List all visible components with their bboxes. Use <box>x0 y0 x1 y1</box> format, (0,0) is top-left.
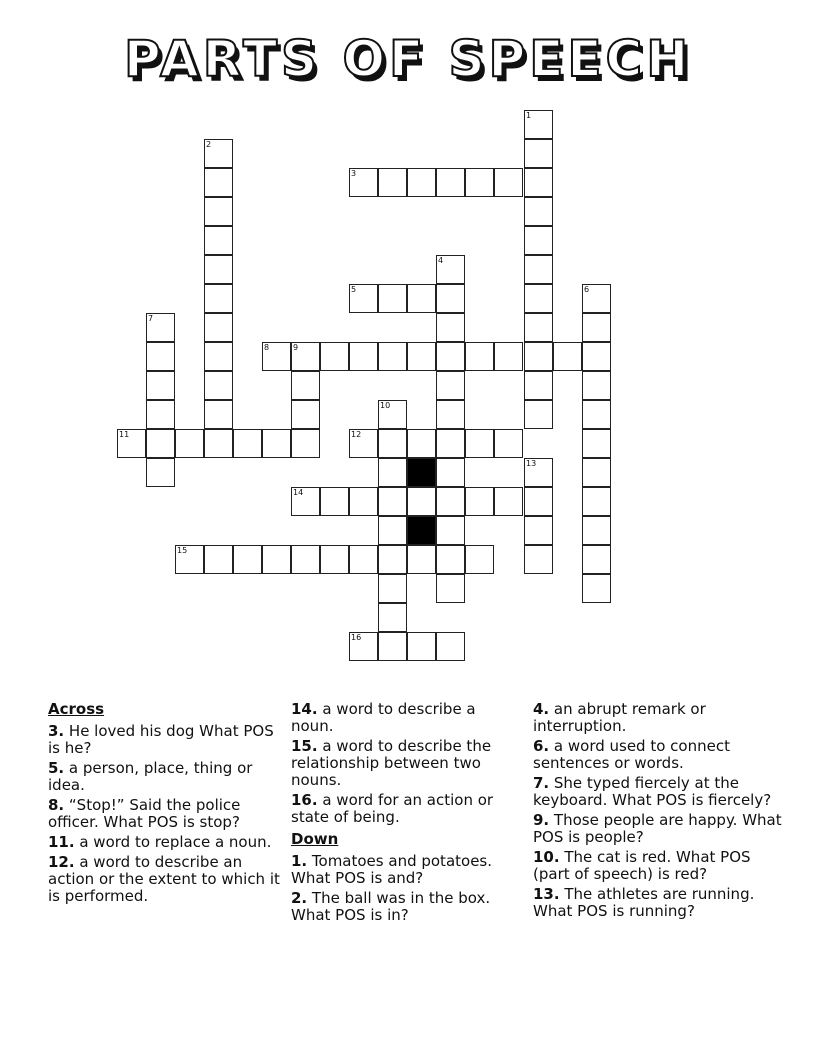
grid-cell[interactable] <box>436 371 465 400</box>
across-heading: Across <box>48 700 105 718</box>
clue-text: a word to replace a noun. <box>74 833 272 851</box>
clue-number: 6. <box>533 737 550 755</box>
down-clues-list-continued <box>533 701 783 920</box>
grid-cell[interactable] <box>146 458 175 487</box>
grid-cell[interactable] <box>524 516 553 545</box>
clue-text: a word to describe a noun. <box>291 700 476 735</box>
grid-cell[interactable] <box>582 342 611 371</box>
clue <box>291 890 521 924</box>
grid-cell[interactable] <box>407 632 436 661</box>
grid-cell[interactable] <box>436 342 465 371</box>
clue-text: Those people are happy. What POS is people? <box>533 811 782 846</box>
grid-cell[interactable] <box>378 342 407 371</box>
clue <box>533 886 783 920</box>
grid-cell[interactable] <box>320 487 349 516</box>
grid-cell[interactable] <box>524 487 553 516</box>
grid-cell[interactable] <box>378 168 407 197</box>
grid-cell[interactable] <box>494 487 523 516</box>
clue <box>48 723 284 757</box>
grid-cell[interactable] <box>524 342 553 371</box>
grid-cell[interactable] <box>407 429 436 458</box>
clue-text: an abrupt remark or interruption. <box>533 700 706 735</box>
clue-number: 14. <box>291 700 318 718</box>
down-heading: Down <box>291 830 339 848</box>
clue-text: She typed fiercely at the keyboard. What POS is fiercely? <box>533 774 772 809</box>
grid-cell[interactable] <box>436 545 465 574</box>
clue-number-label: 8 <box>264 343 270 352</box>
clues-section <box>0 701 816 1001</box>
grid-cell[interactable] <box>407 545 436 574</box>
clue <box>533 849 783 883</box>
grid-cell[interactable] <box>349 342 378 371</box>
clue-number-label: 14 <box>293 488 304 497</box>
grid-cell[interactable] <box>465 168 494 197</box>
clue-number: 4. <box>533 700 550 718</box>
grid-cell[interactable] <box>291 545 320 574</box>
clue-number-label: 13 <box>526 459 537 468</box>
grid-cell[interactable] <box>465 429 494 458</box>
grid-block <box>407 516 436 545</box>
clue-number-label: 12 <box>351 430 362 439</box>
grid-cell[interactable] <box>494 342 523 371</box>
grid-cell[interactable] <box>204 168 233 197</box>
clue-number-label: 11 <box>119 430 130 439</box>
clues-column-3 <box>533 701 783 923</box>
grid-cell[interactable] <box>407 342 436 371</box>
grid-cell[interactable] <box>146 400 175 429</box>
grid-cell[interactable] <box>524 284 553 313</box>
grid-cell[interactable] <box>465 545 494 574</box>
grid-cell[interactable] <box>436 400 465 429</box>
clue-number: 5. <box>48 759 65 777</box>
clue-number: 16. <box>291 791 318 809</box>
clue-text: a word to describe an action or the extent to which it is performed. <box>48 853 280 905</box>
grid-cell[interactable] <box>582 516 611 545</box>
grid-cell[interactable] <box>436 429 465 458</box>
clue <box>48 834 284 851</box>
grid-cell[interactable] <box>146 429 175 458</box>
grid-cell[interactable] <box>378 545 407 574</box>
grid-cell[interactable] <box>204 226 233 255</box>
clue-number: 7. <box>533 774 550 792</box>
clue-text: The ball was in the box. What POS is in? <box>291 889 491 924</box>
clue-number-label: 7 <box>148 314 154 323</box>
clue-number-label: 10 <box>380 401 391 410</box>
grid-cell[interactable] <box>582 429 611 458</box>
grid-cell[interactable] <box>204 284 233 313</box>
clue <box>291 792 521 826</box>
clues-column-1 <box>48 701 284 908</box>
grid-cell[interactable] <box>582 371 611 400</box>
grid-cell[interactable] <box>553 342 582 371</box>
grid-cell[interactable] <box>320 342 349 371</box>
clue-text: a word for an action or state of being. <box>291 791 494 826</box>
grid-cell[interactable] <box>378 284 407 313</box>
clue-number: 8. <box>48 796 65 814</box>
clue <box>291 853 521 887</box>
grid-cell[interactable] <box>233 429 262 458</box>
clue-number-label: 3 <box>351 169 357 178</box>
grid-cell[interactable] <box>291 400 320 429</box>
grid-cell[interactable] <box>378 574 407 603</box>
clue-number: 9. <box>533 811 550 829</box>
grid-cell[interactable] <box>524 371 553 400</box>
clue <box>533 738 783 772</box>
grid-cell[interactable] <box>436 632 465 661</box>
grid-cell[interactable] <box>582 574 611 603</box>
clue-number-label: 1 <box>526 111 532 120</box>
grid-cell[interactable] <box>378 516 407 545</box>
clue-text: The cat is red. What POS (part of speech) is red? <box>533 848 751 883</box>
grid-cell[interactable] <box>349 545 378 574</box>
clue <box>533 775 783 809</box>
clue-number: 15. <box>291 737 318 755</box>
grid-cell[interactable] <box>407 284 436 313</box>
grid-cell[interactable] <box>582 545 611 574</box>
grid-cell[interactable] <box>494 429 523 458</box>
grid-cell[interactable] <box>175 429 204 458</box>
grid-cell[interactable] <box>524 226 553 255</box>
grid-cell[interactable] <box>524 197 553 226</box>
clue <box>533 701 783 735</box>
clue-number-label: 6 <box>584 285 590 294</box>
grid-cell[interactable] <box>582 458 611 487</box>
clue-number-label: 5 <box>351 285 357 294</box>
clue-text: “Stop!” Said the police officer. What POS is stop? <box>48 796 241 831</box>
clue <box>291 738 521 789</box>
grid-cell[interactable] <box>524 545 553 574</box>
grid-cell[interactable] <box>349 487 378 516</box>
clue <box>291 701 521 735</box>
grid-cell[interactable] <box>262 429 291 458</box>
grid-cell[interactable] <box>407 487 436 516</box>
grid-cell[interactable] <box>582 400 611 429</box>
grid-cell[interactable] <box>494 168 523 197</box>
across-clues-list <box>48 723 284 905</box>
grid-cell[interactable] <box>524 313 553 342</box>
down-clues-list <box>291 853 521 924</box>
clue <box>48 760 284 794</box>
grid-cell[interactable] <box>233 545 262 574</box>
clue-text: The athletes are running. What POS is running? <box>533 885 755 920</box>
across-clues-list-continued <box>291 701 521 826</box>
clue <box>48 797 284 831</box>
grid-cell[interactable] <box>524 400 553 429</box>
grid-cell[interactable] <box>204 545 233 574</box>
grid-cell[interactable] <box>436 574 465 603</box>
grid-cell[interactable] <box>407 168 436 197</box>
grid-cell[interactable] <box>204 371 233 400</box>
grid-cell[interactable] <box>378 429 407 458</box>
grid-cell[interactable] <box>378 632 407 661</box>
grid-cell[interactable] <box>436 284 465 313</box>
grid-cell[interactable] <box>262 545 291 574</box>
grid-cell[interactable] <box>204 429 233 458</box>
clue-number: 11. <box>48 833 75 851</box>
grid-cell[interactable] <box>436 487 465 516</box>
grid-cell[interactable] <box>436 313 465 342</box>
grid-cell[interactable] <box>465 487 494 516</box>
grid-cell[interactable] <box>465 342 494 371</box>
clue-number: 13. <box>533 885 560 903</box>
grid-cell[interactable] <box>291 371 320 400</box>
clue <box>48 854 284 905</box>
clue-number-label: 16 <box>351 633 362 642</box>
clue-number-label: 15 <box>177 546 188 555</box>
grid-cell[interactable] <box>291 429 320 458</box>
grid-cell[interactable] <box>146 371 175 400</box>
clues-column-2 <box>291 701 521 927</box>
clue-number: 12. <box>48 853 75 871</box>
puzzle-title: PARTS OF SPEECH <box>123 30 693 88</box>
clue-number-label: 2 <box>206 140 212 149</box>
clue-text: a word used to connect sentences or words. <box>533 737 730 772</box>
grid-cell[interactable] <box>204 255 233 284</box>
grid-cell[interactable] <box>204 197 233 226</box>
grid-cell[interactable] <box>436 458 465 487</box>
grid-cell[interactable] <box>146 342 175 371</box>
grid-cell[interactable] <box>320 545 349 574</box>
clue-number-label: 4 <box>438 256 444 265</box>
grid-cell[interactable] <box>524 255 553 284</box>
clue <box>533 812 783 846</box>
clue-number: 3. <box>48 722 65 740</box>
grid-cell[interactable] <box>204 400 233 429</box>
grid-cell[interactable] <box>436 168 465 197</box>
clue-text: He loved his dog What POS is he? <box>48 722 274 757</box>
grid-cell[interactable] <box>582 313 611 342</box>
grid-cell[interactable] <box>524 139 553 168</box>
clue-number-label: 9 <box>293 343 299 352</box>
clue-number: 1. <box>291 852 308 870</box>
grid-cell[interactable] <box>378 487 407 516</box>
clue-text: Tomatoes and potatoes. What POS is and? <box>291 852 493 887</box>
clue-number: 10. <box>533 848 560 866</box>
grid-cell[interactable] <box>524 168 553 197</box>
grid-cell[interactable] <box>436 516 465 545</box>
grid-cell[interactable] <box>582 487 611 516</box>
grid-cell[interactable] <box>378 603 407 632</box>
grid-cell[interactable] <box>378 458 407 487</box>
clue-text: a person, place, thing or idea. <box>48 759 253 794</box>
clue-text: a word to describe the relationship between two nouns. <box>291 737 492 789</box>
grid-block <box>407 458 436 487</box>
grid-cell[interactable] <box>204 313 233 342</box>
grid-cell[interactable] <box>204 342 233 371</box>
clue-number: 2. <box>291 889 308 907</box>
